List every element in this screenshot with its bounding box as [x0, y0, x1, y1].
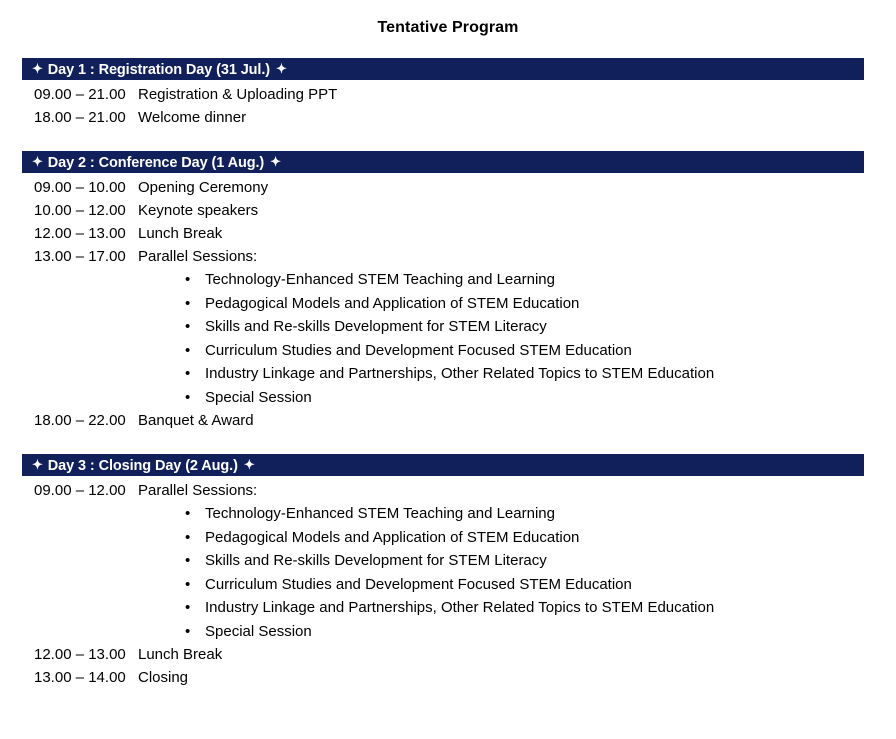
list-item-label: Industry Linkage and Partnerships, Other Related Topics to STEM Education [205, 365, 715, 382]
row-time: 09.00 – 21.00 [34, 86, 126, 103]
bullet-icon: • [185, 388, 191, 406]
list-item-label: Industry Linkage and Partnerships, Other Related Topics to STEM Education [205, 599, 715, 616]
list-item-label: Curriculum Studies and Development Focused STEM Education [205, 341, 632, 359]
day-block-2 [22, 151, 874, 432]
bullet-icon: • [185, 318, 191, 335]
bullet-icon: • [185, 341, 191, 359]
sparkle-icon: ✦ [32, 457, 43, 472]
day-header-2 [22, 151, 864, 173]
list-item [22, 362, 874, 386]
row-time: 18.00 – 22.00 [34, 412, 126, 429]
bullet-icon: • [185, 552, 191, 569]
day-2-session-topics [22, 268, 874, 409]
schedule-row [22, 83, 874, 106]
row-time: 13.00 – 14.00 [34, 669, 126, 686]
list-item [22, 268, 874, 292]
row-description: Parallel Sessions: [138, 482, 258, 499]
list-item-label: Skills and Re-skills Development for STEM Literacy [205, 552, 547, 569]
list-item-label: Curriculum Studies and Development Focused STEM Education [205, 575, 632, 593]
row-time: 12.00 – 13.00 [34, 646, 126, 663]
schedule-row [22, 643, 874, 666]
program-schedule [0, 58, 896, 689]
list-item [22, 386, 874, 410]
list-item [22, 526, 874, 550]
row-time: 09.00 – 12.00 [34, 482, 126, 499]
schedule-row [22, 409, 874, 432]
list-item [22, 549, 874, 573]
list-item [22, 573, 874, 597]
row-description: Registration & Uploading PPT [138, 86, 338, 103]
day-header-label: Day 2 : Conference Day (1 Aug.) [47, 155, 265, 171]
row-description: Opening Ceremony [138, 179, 269, 196]
day-header-3 [22, 454, 864, 476]
schedule-row [22, 666, 874, 689]
day-2-rows [22, 173, 874, 432]
row-description: Closing [138, 669, 189, 686]
list-item [22, 339, 874, 363]
day-1-rows [22, 80, 874, 129]
list-item-label: Skills and Re-skills Development for STEM Literacy [205, 318, 547, 335]
row-description: Welcome dinner [138, 109, 247, 126]
day-3-session-topics [22, 502, 874, 643]
row-time: 09.00 – 10.00 [34, 179, 126, 196]
bullet-icon: • [185, 622, 191, 640]
row-time: 18.00 – 21.00 [34, 109, 126, 126]
page-title: Tentative Program [377, 19, 519, 36]
list-item-label: Special Session [205, 388, 312, 406]
sparkle-icon: ✦ [243, 457, 255, 472]
section-spacer [22, 129, 874, 151]
bullet-icon: • [185, 528, 191, 546]
day-header-label: Day 1 : Registration Day (31 Jul.) [47, 62, 271, 78]
section-spacer [22, 432, 874, 454]
list-item [22, 502, 874, 526]
bullet-icon: • [185, 294, 191, 312]
schedule-row [22, 245, 874, 268]
sparkle-icon: ✦ [32, 154, 43, 169]
row-time: 10.00 – 12.00 [34, 202, 126, 219]
schedule-row [22, 199, 874, 222]
bullet-icon: • [185, 271, 191, 288]
row-description: Lunch Break [138, 225, 223, 242]
row-description: Banquet & Award [138, 412, 254, 429]
day-block-1 [22, 58, 874, 129]
day-block-3 [22, 454, 874, 689]
bullet-icon: • [185, 365, 191, 382]
list-item [22, 620, 874, 644]
row-time: 12.00 – 13.00 [34, 225, 126, 242]
schedule-row [22, 106, 874, 129]
row-description: Keynote speakers [138, 202, 259, 219]
day-header-label: Day 3 : Closing Day (2 Aug.) [47, 458, 238, 474]
list-item [22, 292, 874, 316]
schedule-row [22, 176, 874, 199]
schedule-row [22, 479, 874, 502]
sparkle-icon: ✦ [32, 61, 43, 76]
list-item-label: Pedagogical Models and Application of STEM Education [205, 528, 580, 546]
row-description: Parallel Sessions: [138, 248, 258, 265]
row-description: Lunch Break [138, 646, 223, 663]
sparkle-icon: ✦ [270, 154, 281, 169]
list-item-label: Technology-Enhanced STEM Teaching and Learning [205, 505, 555, 522]
schedule-row [22, 222, 874, 245]
list-item [22, 315, 874, 339]
row-time: 13.00 – 17.00 [34, 248, 126, 265]
list-item [22, 596, 874, 620]
list-item-label: Technology-Enhanced STEM Teaching and Learning [205, 271, 555, 288]
list-item-label: Pedagogical Models and Application of STEM Education [205, 294, 580, 312]
bullet-icon: • [185, 599, 191, 616]
list-item-label: Special Session [205, 622, 312, 640]
day-3-rows [22, 476, 874, 689]
bullet-icon: • [185, 505, 191, 522]
sparkle-icon: ✦ [276, 61, 287, 76]
bullet-icon: • [185, 575, 191, 593]
day-header-1 [22, 58, 864, 80]
